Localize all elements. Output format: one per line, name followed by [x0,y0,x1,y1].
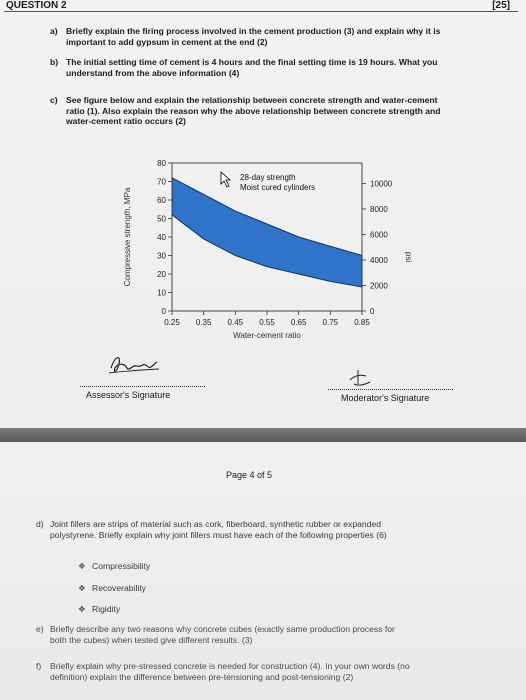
question-marks: [25] [492,0,510,11]
property-item [78,583,146,594]
x-tick-label: 0.75 [322,318,339,327]
y-tick-label: 80 [157,159,166,168]
assessor-signature-line [80,386,205,387]
y-axis-label: Compressive strength, MPa [123,187,132,287]
question-e-label: e) [36,624,44,634]
question-d-text [50,519,387,540]
question-f-text [50,661,410,682]
psi-axis-label: psi [404,251,413,263]
y-tick-label: 40 [157,233,166,242]
moderator-signature-label: Moderator's Signature [341,393,430,403]
psi-tick-label: 2000 [370,281,388,291]
question-d-line: polystyrene. Briefly explain why joint fillers must have each of the following properties (6) [50,529,387,540]
question-b-text [66,57,438,78]
chart-annotation-line: Moist cured cylinders [240,183,316,192]
diamond-bullet-icon: ❖ [78,583,86,593]
question-f-label: f) [36,661,42,671]
y-tick-label: 60 [157,196,166,205]
x-tick-label: 0.85 [354,318,370,327]
question-b-line: The initial setting time of cement is 4 hours and the final setting time is 19 hours. What you [66,57,438,67]
psi-tick-label: 4000 [370,255,388,265]
y-tick-label: 70 [157,177,166,187]
question-c-line: See figure below and explain the relationship between concrete strength and water-cement [66,95,438,105]
question-c-line: water-cement ratio occurs (2) [66,116,186,127]
header-rule [4,11,518,12]
property-item [78,561,150,572]
question-a-line: important to add gypsum in cement at the end (2) [66,36,268,47]
psi-tick-label: 0 [370,307,375,316]
y-tick-label: 20 [157,270,166,279]
moderator-signature-line [328,389,453,390]
question-f-line: Briefly explain why pre-stressed concrete is needed for construction (4). In your own words (no [50,661,410,671]
x-tick-label: 0.55 [259,318,275,327]
moderator-handwritten-signature [346,368,376,388]
x-tick-label: 0.65 [290,318,307,327]
y-tick-label: 0 [161,307,166,316]
question-d-label: d) [36,519,44,529]
question-b-label: b) [50,57,59,67]
page-number: Page 4 of 5 [226,470,273,480]
assessor-signature-label: Assessor's Signature [86,390,171,400]
property-label: Rigidity [92,604,121,614]
strength-band-area [172,178,362,287]
property-label: Recoverability [92,583,146,593]
y-tick-label: 50 [157,214,166,224]
page-separator [0,428,526,442]
question-title: QUESTION 2 [6,0,67,11]
property-item [78,604,120,615]
y-tick-label: 30 [157,251,166,261]
question-c-label: c) [50,95,58,105]
psi-tick-label: 8000 [370,204,388,214]
property-label: Compressibility [92,561,151,571]
question-e-line: both the cubes) when tested give different results. (3) [50,634,253,645]
question-c-line: ratio (1). Also explain the reason why the above relationship between concrete strength and [66,105,441,116]
psi-tick-label: 6000 [370,230,388,240]
psi-tick-label: 10000 [370,179,393,189]
question-c-text [66,95,441,127]
y-tick-label: 10 [157,288,166,298]
question-e-line: Briefly describe any two reasons why concrete cubes (exactly same production process for [50,624,395,634]
question-a-text [66,26,440,47]
question-a-label: a) [50,26,58,36]
x-tick-label: 0.25 [164,318,180,327]
assessor-handwritten-signature [105,352,165,378]
question-b-line: understand from the above information (4) [66,67,240,78]
mouse-cursor-icon [221,172,230,187]
x-tick-label: 0.45 [227,318,244,327]
diamond-bullet-icon: ❖ [78,604,86,614]
x-tick-label: 0.35 [195,318,212,327]
diamond-bullet-icon: ❖ [78,561,86,571]
x-axis-label: Water-cement ratio [233,331,301,340]
question-f-line: definition) explain the difference between pre-tensioning and post-tensioning (2) [50,671,354,682]
question-e-text [50,624,395,645]
strength-vs-wc-ratio-chart [100,150,430,365]
question-d-line: Joint fillers are strips of material such as cork, fiberboard, synthetic rubber or expanded [50,519,382,529]
chart-annotation-line: 28-day strength [240,173,296,182]
question-a-line: Briefly explain the firing process involved in the cement production (3) and explain why it is [66,26,441,36]
